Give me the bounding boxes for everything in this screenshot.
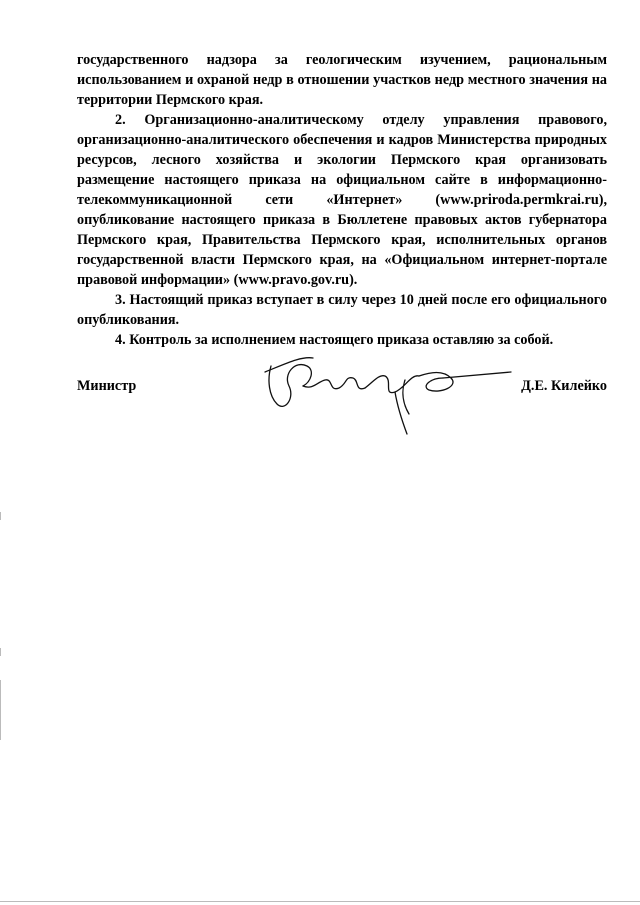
signatory-title: Министр <box>77 378 137 394</box>
signature-block <box>77 374 607 454</box>
signatory-name: Д.Е. Килейко <box>521 378 607 394</box>
handwritten-signature <box>255 352 525 442</box>
document-body <box>77 50 607 350</box>
scan-margin-mark <box>0 648 1 656</box>
paragraph-3: 3. Настоящий приказ вступает в силу через 10 дней после его официального опубликования. <box>77 292 607 328</box>
scan-margin-mark <box>0 680 1 740</box>
paragraph-2: 2. Организационно-аналитическому отделу управления правового, организационно-аналитического обеспечения и кадров Министерства природных ресурсов, лесного хозяйства и экологии Пермского края организовать размещение настоящего приказа на официальном сайте в информационно-телекоммуникационной сети «Интернет» (www.priroda.permkrai.ru), опубликование настоящего приказа в Бюллетене правовых актов губернатора Пермского края, Правительства Пермского края, исполнительных органов государственной власти Пермского края, на «Официальном интернет-портале правовой информации» (www.pravo.gov.ru). <box>77 112 607 288</box>
scan-margin-mark <box>0 512 1 520</box>
paragraph-4: 4. Контроль за исполнением настоящего приказа оставляю за собой. <box>115 332 554 348</box>
scan-bottom-edge <box>0 901 640 902</box>
paragraph-continuation: государственного надзора за геологическим изучением, рациональным использованием и охраной недр в отношении участков недр местного значения на территории Пермского края. <box>77 52 607 108</box>
